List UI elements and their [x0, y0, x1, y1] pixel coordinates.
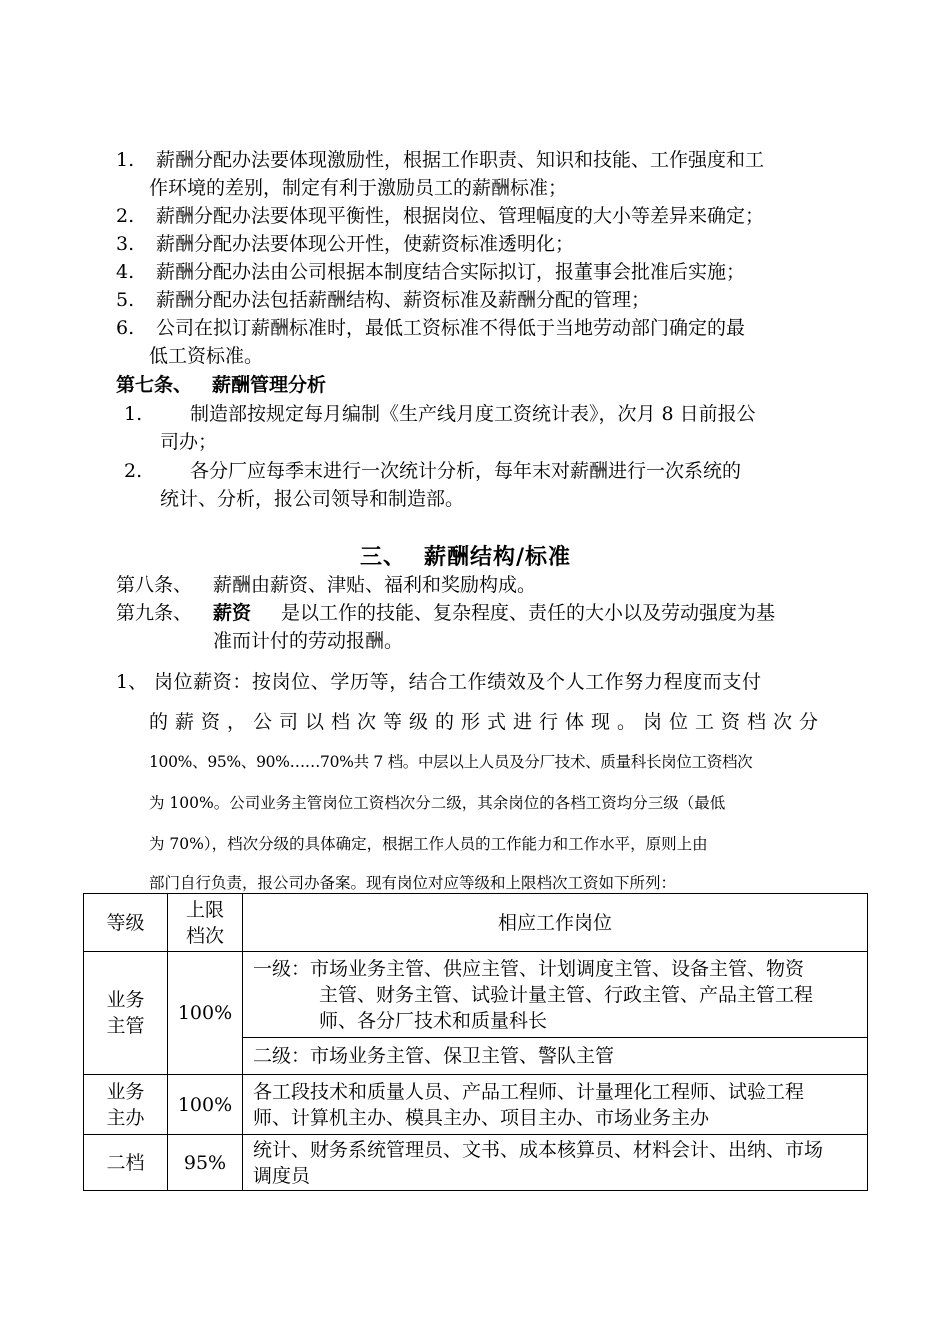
- header-positions: 相应工作岗位: [243, 894, 868, 952]
- list-item-1-cont: 作环境的差别，制定有利于激励员工的薪酬标准；: [149, 177, 568, 199]
- section-number: 三、: [360, 544, 407, 570]
- list-number: 4.: [116, 261, 135, 283]
- article-label: 第九条、: [116, 602, 193, 624]
- cap-cell: 100%: [168, 952, 243, 1075]
- article-title: 薪酬管理分析: [212, 374, 327, 396]
- sub1-line2: 主管、财务主管、试验计量主管、行政主管、产品主管工程: [319, 983, 814, 1006]
- positions-cell: [243, 1135, 868, 1191]
- list-number: 3.: [116, 233, 135, 255]
- list-text: 制造部按规定每月编制《生产线月度工资统计表》，次月 8 日前报公: [190, 403, 756, 425]
- header-cap-line1: 上限: [185, 898, 224, 921]
- positions-cell: [243, 952, 868, 1038]
- para-1-line-4: 为 100%。公司业务主管岗位工资档次分二级，其余岗位的各档工资均分三级（最低: [149, 794, 726, 812]
- para-1-line-5: 为 70%），档次分级的具体确定，根据工作人员的工作能力和工作水平，原则上由: [149, 835, 708, 853]
- positions-line1: 统计、财务系统管理员、文书、成本核算员、材料会计、出纳、市场: [253, 1138, 824, 1161]
- grade-line2: 主办: [106, 1106, 145, 1129]
- list-item-6-cont: 低工资标准。: [149, 345, 264, 367]
- grade-line1: 业务: [106, 1080, 145, 1103]
- header-cap: [168, 894, 243, 952]
- list-item-4: [116, 260, 745, 284]
- list-number: 1.: [116, 149, 135, 171]
- list-item-3: [116, 232, 574, 256]
- cap-cell: 95%: [168, 1135, 243, 1191]
- grade-line2: 主管: [106, 1015, 145, 1037]
- list-text: 薪酬分配办法要体现激励性，根据工作职责、知识和技能、工作强度和工: [156, 149, 765, 171]
- grade-cell: [84, 952, 168, 1075]
- list-number: 1.: [124, 403, 143, 425]
- list-number: 5.: [116, 289, 135, 311]
- list-item-6: [116, 316, 745, 340]
- positions-line2: 调度员: [253, 1164, 311, 1187]
- header-cap-line2: 档次: [185, 924, 224, 947]
- article-term: 薪资: [213, 602, 252, 624]
- sub1-label: 一级：: [253, 957, 311, 980]
- article-7-item-1-cont: 司办；: [160, 431, 218, 453]
- positions-line2: 师、计算机主办、模具主办、项目主办、市场业务主办: [253, 1106, 710, 1129]
- article-7-item-1: [124, 402, 756, 426]
- section-title: [360, 540, 571, 571]
- table-header-row: [84, 894, 868, 952]
- table-row: [84, 1135, 868, 1191]
- list-text: 薪酬分配办法要体现公开性，使薪资标准透明化；: [156, 233, 575, 255]
- para-1-line-1: [116, 670, 762, 694]
- article-text: 薪酬由薪资、津贴、福利和奖励构成。: [213, 574, 537, 596]
- positions-sub2: 二级：市场业务主管、保卫主管、警队主管: [243, 1038, 868, 1075]
- list-item-2: [116, 204, 764, 228]
- article-7-item-2: [124, 459, 741, 483]
- list-text: 薪酬分配办法包括薪酬结构、薪资标准及薪酬分配的管理；: [156, 289, 651, 311]
- list-item-5: [116, 288, 650, 312]
- list-number: 6.: [116, 317, 135, 339]
- article-7-item-2-cont: 统计、分析，报公司领导和制造部。: [160, 488, 465, 510]
- article-label: 第七条、: [116, 374, 193, 396]
- table-row: [84, 952, 868, 1038]
- article-9: [116, 601, 775, 625]
- positions-sub1: [253, 956, 863, 982]
- article-8: [116, 573, 536, 597]
- list-text: 薪酬分配办法由公司根据本制度结合实际拟订，报董事会批准后实施；: [156, 261, 746, 283]
- para-1-line-2: 的薪资，公司以档次等级的形式进行体现。岗位工资档次分: [149, 711, 826, 733]
- table-row: [84, 1075, 868, 1135]
- position-grade-table: [83, 893, 868, 1191]
- grade-line1: 业务: [106, 989, 145, 1011]
- article-7-heading: [116, 373, 326, 397]
- grade-cell: 二档: [84, 1135, 168, 1191]
- sub1-line3: 师、各分厂技术和质量科长: [319, 1009, 548, 1032]
- grade-cell: [84, 1075, 168, 1135]
- positions-line1: 各工段技术和质量人员、产品工程师、计量理化工程师、试验工程: [253, 1080, 805, 1103]
- list-text: 公司在拟订薪酬标准时，最低工资标准不得低于当地劳动部门确定的最: [156, 317, 746, 339]
- para-1-line-3: 100%、95%、90%……70%共 7 档。中层以上人员及分厂技术、质量科长岗位工资档次: [149, 753, 753, 771]
- list-text: 薪酬分配办法要体现平衡性，根据岗位、管理幅度的大小等差异来确定；: [156, 205, 765, 227]
- article-label: 第八条、: [116, 574, 193, 596]
- positions-cell: [243, 1075, 868, 1135]
- list-item-1: [116, 148, 764, 172]
- para-1-line-6: 部门自行负责，报公司办备案。现有岗位对应等级和上限档次工资如下所列：: [149, 874, 677, 892]
- article-text: 是以工作的技能、复杂程度、责任的大小以及劳动强度为基: [281, 602, 776, 624]
- cap-cell: 100%: [168, 1075, 243, 1135]
- header-grade: 等级: [84, 894, 168, 952]
- article-9-cont: 准而计付的劳动报酬。: [213, 630, 404, 652]
- list-text: 各分厂应每季末进行一次统计分析，每年末对薪酬进行一次系统的: [190, 460, 742, 482]
- para-text: 岗位薪资：按岗位、学历等，结合工作绩效及个人工作努力程度而支付: [154, 671, 762, 693]
- sub1-line1: 市场业务主管、供应主管、计划调度主管、设备主管、物资: [310, 957, 805, 980]
- para-number: 1、: [116, 671, 148, 693]
- section-heading: 薪酬结构/标准: [424, 544, 572, 570]
- list-number: 2.: [116, 205, 135, 227]
- list-number: 2.: [124, 460, 143, 482]
